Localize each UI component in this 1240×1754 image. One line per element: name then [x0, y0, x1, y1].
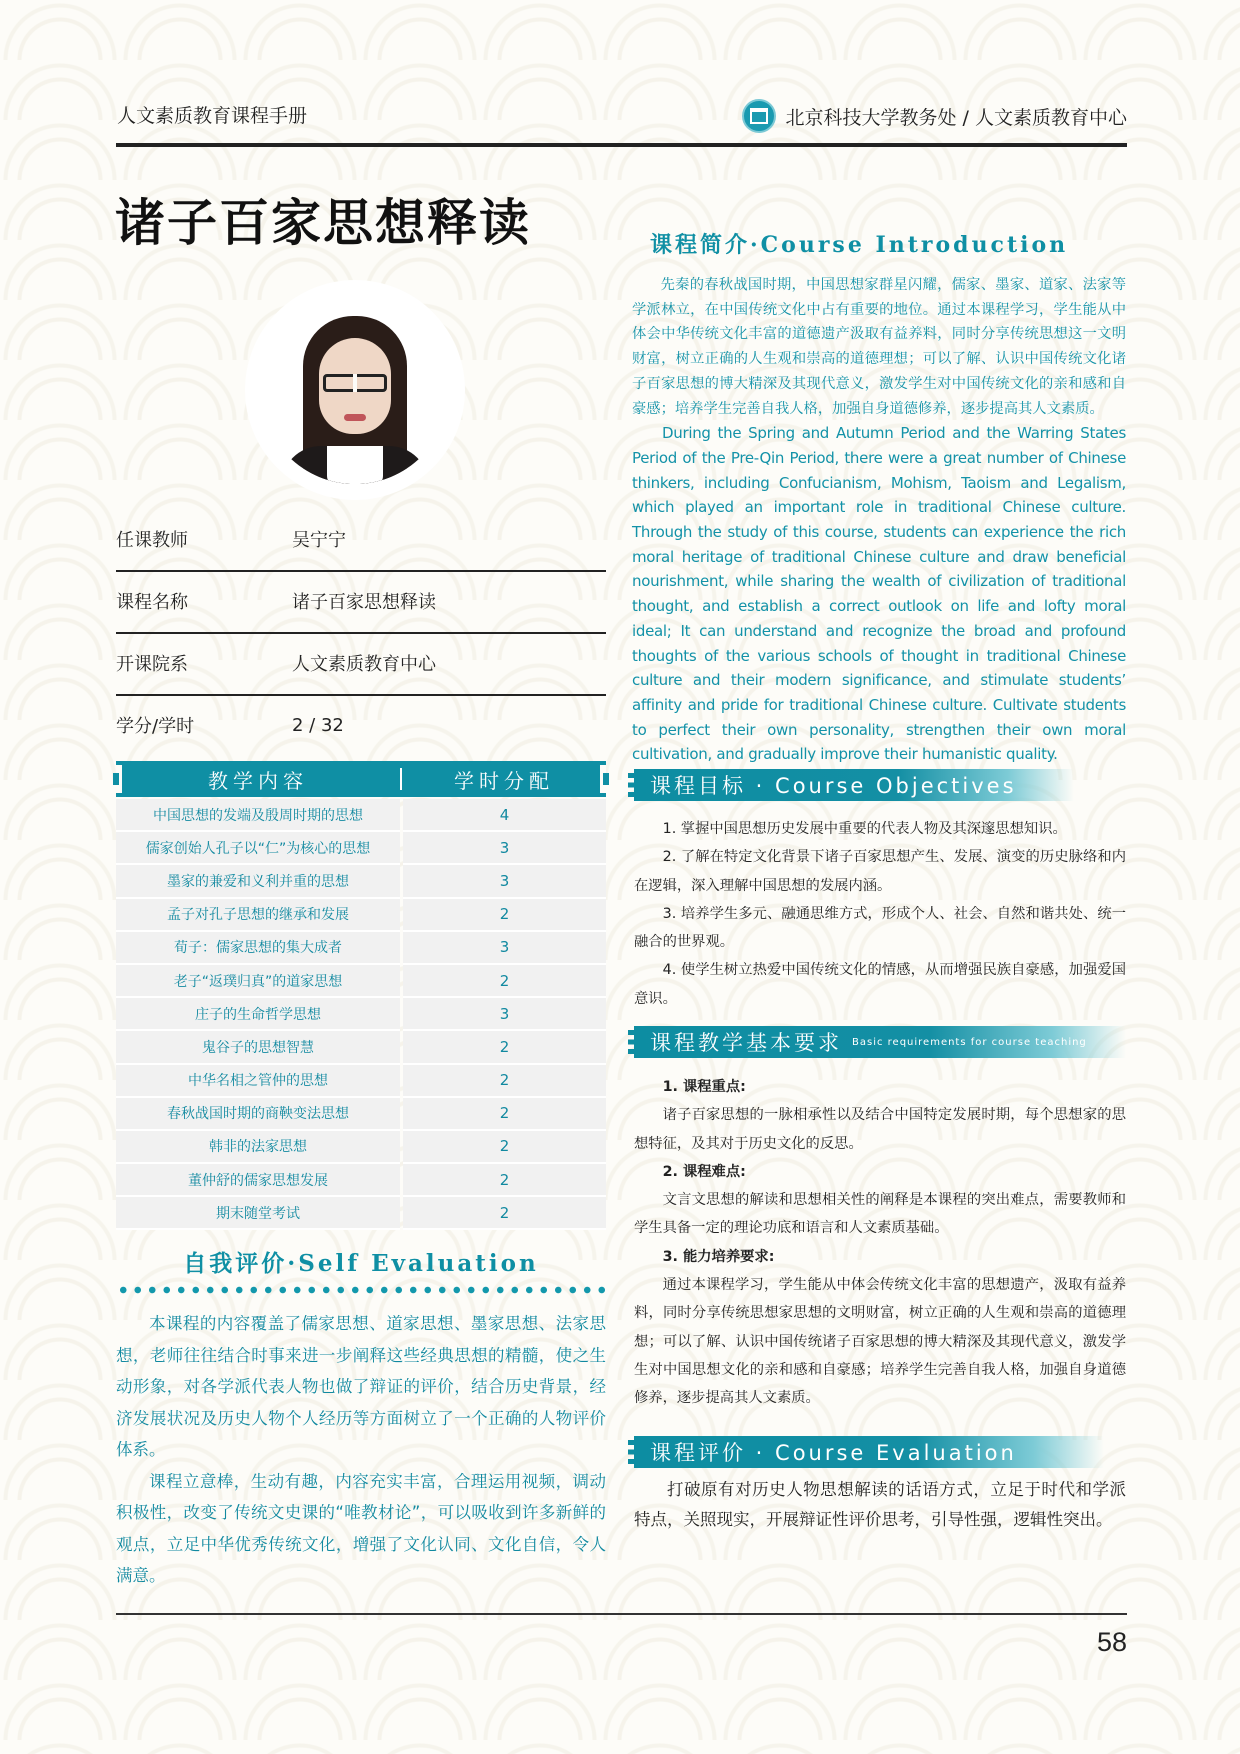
hours-cell: 4 [403, 799, 606, 832]
hours-cell: 3 [403, 998, 606, 1031]
glasses-icon [323, 374, 387, 392]
hours-cell: 2 [403, 899, 606, 932]
topic-cell: 期末随堂考试 [116, 1197, 400, 1230]
hours-cell: 3 [403, 932, 606, 965]
objectives-list [634, 815, 1126, 1013]
info-row-course-name [116, 570, 606, 632]
hours-cell: 2 [403, 1164, 606, 1197]
hours-cell: 2 [403, 1031, 606, 1064]
info-value: 人文素质教育中心 [292, 654, 436, 675]
table-row [116, 899, 606, 932]
topic-cell: 老子“返璞归真”的道家思想 [116, 965, 400, 998]
topic-cell: 董仲舒的儒家思想发展 [116, 1164, 400, 1197]
requirements-subtitle: Basic requirements for course teaching [852, 1036, 1087, 1048]
self-evaluation-paragraph: 本课程的内容覆盖了儒家思想、道家思想、墨家思想、法家思想，老师往往结合时事来进一步阐释这些经典思想的精髓，使之生动形象，对各学派代表人物也做了辩证的评价，结合历史背景，经济发展状况及历史人物个人经历等方面树立了一个正确的人物评价体系。 [116, 1314, 606, 1459]
info-label: 开课院系 [116, 654, 188, 675]
info-row-teacher [116, 508, 606, 570]
column-header-content: 教学内容 [208, 768, 308, 793]
evaluation-text: 打破原有对历史人物思想解读的话语方式，立足于时代和学派特点，关照现实，开展辩证性评价思考，引导性强，逻辑性突出。 [634, 1480, 1126, 1529]
requirement-text: 诸子百家思想的一脉相承性以及结合中国特定发展时期，每个思想家的思想特征，及其对于历史文化的反思。 [634, 1107, 1126, 1152]
handbook-title: 人文素质教育课程手册 [117, 105, 308, 127]
table-row [116, 1098, 606, 1131]
table-row [116, 832, 606, 865]
topic-cell: 韩非的法家思想 [116, 1131, 400, 1164]
introduction-zh: 先秦的春秋战国时期，中国思想家群星闪耀，儒家、墨家、道家、法家等学派林立，在中国传统文化中占有重要的地位。通过本课程学习，学生能从中体会中华传统文化丰富的道德遗产汲取有益养料，同时分享传统思想这一文明财富，树立正确的人生观和崇高的道德理想；可以了解、认识中国传统文化诸子百家思想的博大精深及其现代意义，激发学生对中国传统文化的亲和感和自豪感；培养学生完善自我人格，加强自身道德修养，逐步提高其人文素质。 [632, 277, 1126, 417]
page-title: 诸子百家思想释读 [115, 194, 531, 252]
info-row-credits [116, 694, 606, 756]
teacher-portrait [261, 296, 449, 484]
objectives-title: 课程目标 · Course Objectives [650, 774, 1017, 798]
info-value: 诸子百家思想释读 [292, 592, 436, 613]
info-label: 学分/学时 [116, 716, 195, 737]
objective-item: 2. 了解在特定文化背景下诸子百家思想产生、发展、演变的历史脉络和内在逻辑，深入理解中国思想的发展内涵。 [634, 849, 1126, 894]
requirement-heading: 3. 能力培养要求: [662, 1248, 775, 1265]
table-row [116, 1197, 606, 1230]
objectives-banner [634, 769, 1074, 801]
table-row [116, 1031, 606, 1064]
requirement-heading: 2. 课程难点: [662, 1163, 746, 1180]
requirements-body [634, 1073, 1126, 1413]
table-row [116, 1065, 606, 1098]
evaluation-title: 课程评价 · Course Evaluation [650, 1441, 1017, 1465]
self-evaluation-title: 自我评价·Self Evaluation [183, 1250, 539, 1277]
header-divider [116, 143, 1127, 147]
university-seal-icon [742, 99, 776, 133]
introduction-title: 课程简介·Course Introduction [650, 232, 1069, 258]
hours-cell: 3 [403, 832, 606, 865]
self-evaluation-body [116, 1308, 606, 1592]
objective-item: 4. 使学生树立热爱中国传统文化的情感，从而增强民族自豪感，加强爱国意识。 [634, 962, 1126, 1007]
topic-cell: 墨家的兼爱和义利并重的思想 [116, 865, 400, 898]
footer-divider [116, 1613, 1127, 1615]
requirement-text: 文言文思想的解读和思想相关性的阐释是本课程的突出难点，需要教师和学生具备一定的理论功底和语言和人文素质基础。 [634, 1192, 1126, 1237]
page-number: 58 [1096, 1627, 1127, 1657]
table-row [116, 1164, 606, 1197]
table-row [116, 998, 606, 1031]
info-row-department [116, 632, 606, 694]
topic-cell: 中华名相之管仲的思想 [116, 1065, 400, 1098]
teacher-portrait-frame [245, 280, 465, 500]
dotted-divider [116, 1286, 606, 1294]
table-row [116, 799, 606, 832]
publisher [742, 99, 1127, 133]
hours-cell: 2 [403, 1098, 606, 1131]
info-value: 2 / 32 [292, 714, 344, 736]
hours-cell: 2 [403, 1065, 606, 1098]
evaluation-banner [634, 1436, 1104, 1468]
table-row [116, 965, 606, 998]
schedule-table-header [116, 761, 606, 797]
hours-cell: 2 [403, 1197, 606, 1230]
evaluation-body [634, 1475, 1126, 1535]
self-evaluation-paragraph: 课程立意棒，生动有趣，内容充实丰富，合理运用视频，调动积极性，改变了传统文史课的“唯教材论”，可以吸收到许多新鲜的观点，立足中华优秀传统文化，增强了文化认同、文化自信，令人满意。 [116, 1471, 606, 1585]
topic-cell: 庄子的生命哲学思想 [116, 998, 400, 1031]
hours-cell: 2 [403, 965, 606, 998]
introduction-body [632, 273, 1126, 767]
schedule-table [116, 799, 606, 1230]
requirements-title: 课程教学基本要求 [650, 1031, 842, 1055]
topic-cell: 中国思想的发端及殷周时期的思想 [116, 799, 400, 832]
info-value: 吴宁宁 [292, 530, 346, 551]
hours-cell: 3 [403, 865, 606, 898]
topic-cell: 荀子：儒家思想的集大成者 [116, 932, 400, 965]
topic-cell: 春秋战国时期的商鞅变法思想 [116, 1098, 400, 1131]
introduction-en: During the Spring and Autumn Period and the Warring States Period of the Pre-Qin Period, there were a great number of Chinese thinkers, including Confucianism, Mohism, Taoism and Legalism, which played an important role in traditional Chinese culture. Through the study of this course, students can experience the rich moral heritage of traditional Chinese culture and draw beneficial nourishment, while sharing the wealth of civilization of traditional thought, and establish a correct outlook on life and lofty moral ideal; It can understand and recognize the broad and profound thoughts of the various schools of thought in traditional Chinese culture and their modern significance, and stimulate students’ affinity and pride for traditional Chinese culture. Cultivate students to perfect their own personality, strengthen their own moral cultivation, and gradually improve their humanistic quality. [632, 424, 1126, 764]
topic-cell: 孟子对孔子思想的继承和发展 [116, 899, 400, 932]
info-label: 课程名称 [116, 592, 188, 613]
objective-item: 3. 培养学生多元、融通思维方式，形成个人、社会、自然和谐共处、统一融合的世界观。 [634, 905, 1126, 951]
publisher-name: 北京科技大学教务处 / 人文素质教育中心 [785, 106, 1127, 129]
table-row [116, 865, 606, 898]
table-row [116, 1131, 606, 1164]
table-row [116, 932, 606, 965]
requirement-heading: 1. 课程重点: [662, 1079, 746, 1095]
topic-cell: 儒家创始人孔子以“仁”为核心的思想 [116, 832, 400, 865]
requirement-text: 通过本课程学习，学生能从中体会传统文化丰富的思想遗产，汲取有益养料，同时分享传统思想家思想的文明财富，树立正确的人生观和崇高的道德理想；可以了解、认识中国传统诸子百家思想的博大精深及其现代意义，激发学生对中国思想文化的亲和感和自豪感；培养学生完善自我人格，加强自身道德修养，逐步提高其人文素质。 [634, 1277, 1126, 1407]
hours-cell: 2 [403, 1131, 606, 1164]
objective-item: 1. 掌握中国思想历史发展中重要的代表人物及其深邃思想知识。 [662, 821, 1067, 837]
column-header-hours: 学时分配 [454, 768, 554, 793]
info-label: 任课教师 [116, 530, 188, 551]
topic-cell: 鬼谷子的思想智慧 [116, 1031, 400, 1064]
requirements-banner [634, 1026, 1126, 1058]
